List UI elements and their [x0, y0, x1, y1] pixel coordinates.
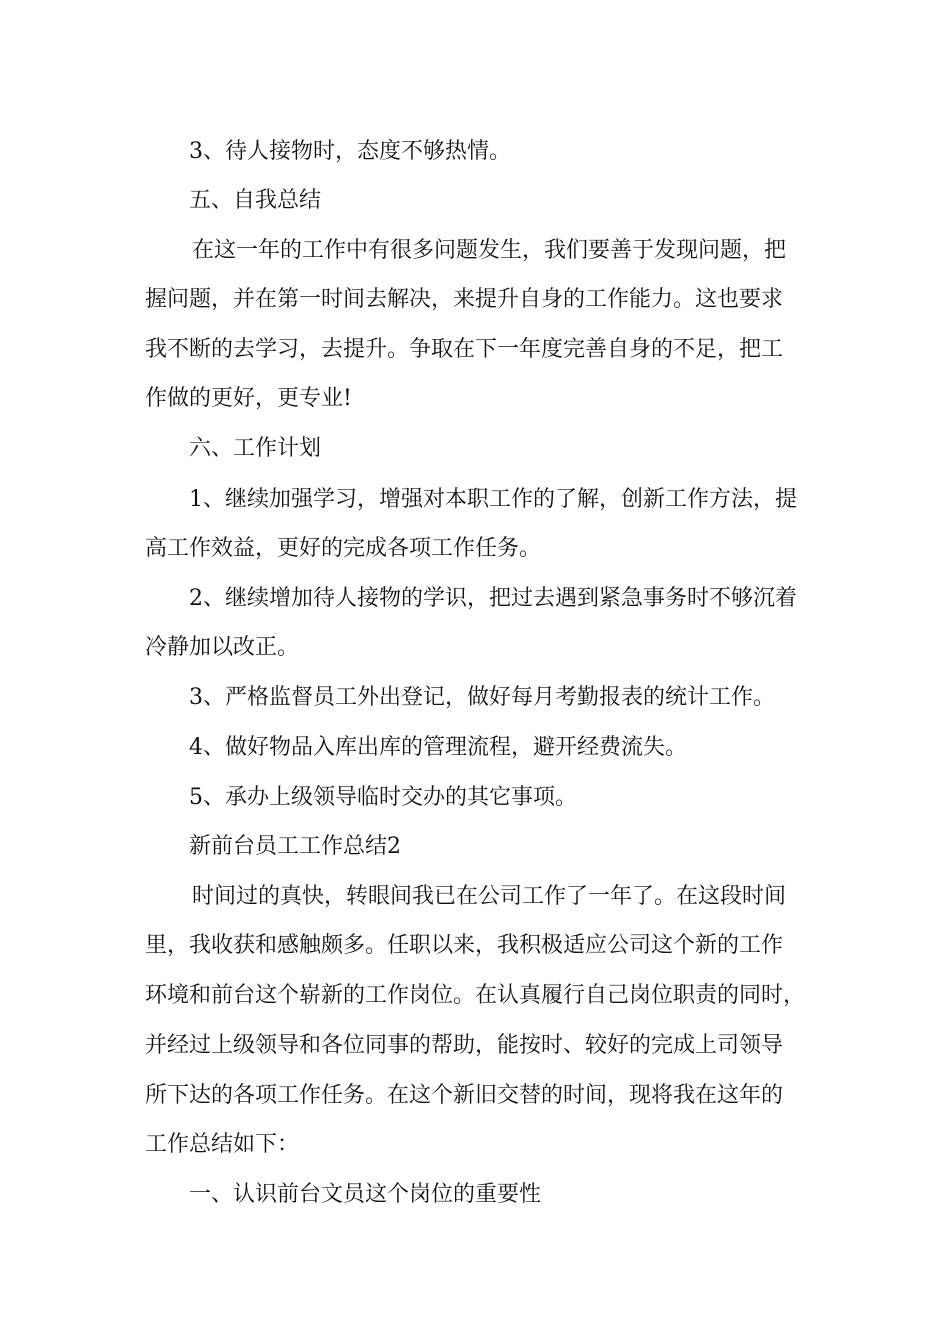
paragraph-line: 握问题，并在第一时间去解决，来提升自身的工作能力。这也要求: [145, 287, 784, 312]
paragraph-line: 作做的更好，更专业!: [145, 386, 352, 411]
paragraph-line: 里，我收获和感触颇多。任职以来，我积极适应公司这个新的工作: [145, 933, 784, 958]
paragraph-line: 高工作效益，更好的完成各项工作任务。: [145, 536, 542, 561]
paragraph-line: 3、严格监督员工外出登记，做好每月考勤报表的统计工作。: [189, 685, 775, 710]
paragraph-line: 2、继续增加待人接物的学识，把过去遇到紧急事务时不够沉着: [189, 586, 797, 611]
paragraph-line: 并经过上级领导和各位同事的帮助，能按时、较好的完成上司领导: [145, 1033, 784, 1058]
paragraph-line: 在这一年的工作中有很多问题发生，我们要善于发现问题，把: [192, 238, 787, 263]
section-heading: 六、工作计划: [189, 436, 322, 461]
paragraph-line: 工作总结如下：: [145, 1132, 300, 1157]
paragraph-line: 环境和前台这个崭新的工作岗位。在认真履行自己岗位职责的同时，: [145, 983, 806, 1008]
paragraph-line: 5、承办上级领导临时交办的其它事项。: [189, 785, 577, 810]
document-subtitle: 新前台员工工作总结2: [189, 834, 401, 859]
paragraph-line: 我不断的去学习，去提升。争取在下一年度完善自身的不足，把工: [145, 337, 784, 362]
section-heading: 五、自我总结: [189, 188, 322, 213]
paragraph-line: 4、做好物品入库出库的管理流程，避开经费流失。: [189, 735, 687, 760]
paragraph-line: 3、待人接物时，态度不够热情。: [189, 139, 511, 164]
section-heading: 一、认识前台文员这个岗位的重要性: [189, 1182, 542, 1207]
paragraph-line: 1、继续加强学习，增强对本职工作的了解，创新工作方法，提: [189, 487, 797, 512]
paragraph-line: 时间过的真快，转眼间我已在公司工作了一年了。在这段时间: [192, 884, 787, 909]
paragraph-line: 所下达的各项工作任务。在这个新旧交替的时间，现将我在这年的: [145, 1083, 784, 1108]
paragraph-line: 冷静加以改正。: [145, 635, 300, 660]
